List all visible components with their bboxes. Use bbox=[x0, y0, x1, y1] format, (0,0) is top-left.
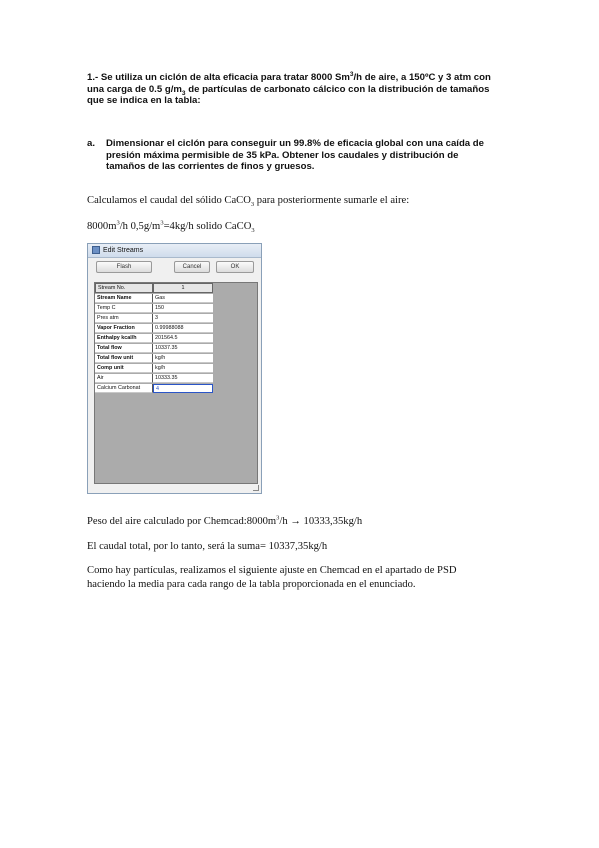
row-value-input[interactable]: kg/h bbox=[153, 354, 213, 364]
grid-row-calcium-carbonate bbox=[95, 384, 213, 394]
item-a-marker: a. bbox=[87, 138, 96, 149]
row-label: Stream Name bbox=[95, 294, 153, 304]
problem-statement bbox=[87, 72, 517, 107]
edit-streams-window bbox=[87, 243, 262, 494]
ok-button[interactable]: OK bbox=[216, 261, 254, 273]
row-label: Temp C bbox=[95, 304, 153, 314]
paragraph-air-weight: Peso del aire calculado por $Chemcad:8000m^3/h \to 10333,35kg/h$ bbox=[87, 514, 363, 527]
row-value-input[interactable]: 201564.5 bbox=[153, 334, 213, 344]
window-toolbar bbox=[88, 258, 261, 274]
grid-row-enthalpy bbox=[95, 334, 213, 344]
row-label: Enthalpy kcal/h bbox=[95, 334, 153, 344]
app-icon bbox=[92, 246, 100, 254]
row-label: Total flow unit bbox=[95, 354, 153, 364]
grid-row-stream-name bbox=[95, 294, 213, 304]
psd-line-2: haciendo la media para cada rango de la tabla proporcionada en el enunciado. bbox=[87, 579, 416, 590]
grid-row-total-flow-unit bbox=[95, 354, 213, 364]
problem-line-3: que se indica en la tabla: bbox=[87, 95, 201, 106]
row-label: Pres atm bbox=[95, 314, 153, 324]
row-value-input[interactable]: kg/h bbox=[153, 364, 213, 374]
problem-line-1: 1.- Se utiliza un ciclón de alta eficacia para tratar 8000 Sm$^3$/h de aire, a 150ºC y 3 atm con bbox=[87, 70, 491, 83]
row-label: Calcium Carbonat bbox=[95, 384, 153, 394]
psd-line-1: Como hay partículas, realizamos el siguiente ajuste en Chemcad en el apartado de PSD bbox=[87, 565, 457, 576]
grid-row-total-flow bbox=[95, 344, 213, 354]
grid-header-row bbox=[95, 283, 213, 293]
row-value-input[interactable]: 150 bbox=[153, 304, 213, 314]
stream-grid bbox=[94, 282, 258, 484]
row-value-input[interactable]: 10337.35 bbox=[153, 344, 213, 354]
row-value-input[interactable]: Gas bbox=[153, 294, 213, 304]
item-a-line-3: tamaños de las corrientes de finos y gruesos. bbox=[106, 161, 315, 172]
row-value-input-selected[interactable]: 4 bbox=[153, 384, 213, 394]
paragraph-total-flow: El caudal total, por lo tanto, será la suma= 10337,35kg/h bbox=[87, 541, 328, 552]
problem-line-2: una carga de 0.5 $g/m_3$ de partículas de carbonato cálcico con la distribución de tamaños bbox=[87, 83, 490, 97]
grid-row-pres bbox=[95, 314, 213, 324]
item-a-line-2: presión máxima permisible de 35 kPa. Obtener los caudales y distribución de bbox=[106, 149, 459, 161]
resize-grip-icon[interactable] bbox=[253, 485, 259, 491]
row-label: Air bbox=[95, 374, 153, 384]
window-titlebar bbox=[88, 244, 261, 258]
window-title: Edit Streams bbox=[103, 247, 144, 254]
row-label: Comp unit bbox=[95, 364, 153, 374]
row-value-input[interactable]: 3 bbox=[153, 314, 213, 324]
cancel-button[interactable]: Cancel bbox=[174, 261, 210, 273]
row-value-input[interactable]: 10333.35 bbox=[153, 374, 213, 384]
item-a-line-1: Dimensionar el ciclón para conseguir un 99.8% de eficacia global con una caída de bbox=[106, 138, 485, 149]
grid-row-vapor-fraction bbox=[95, 324, 213, 334]
row-label: Total flow bbox=[95, 344, 153, 354]
stream-no-value: 1 bbox=[153, 283, 213, 293]
grid-row-air bbox=[95, 374, 213, 384]
paragraph-solid-flow: Calculamos el caudal del sólido CaCO$_3$ para posteriormente sumarle el aire: bbox=[87, 195, 410, 209]
paragraph-psd bbox=[87, 564, 507, 592]
row-value-input[interactable]: 0.99988088 bbox=[153, 324, 213, 334]
paragraph-calculation: $8000m^3/h$ $0,5g/m^3=4kg/h$ solido CaCO$_3$ bbox=[87, 219, 255, 235]
grid-row-temp bbox=[95, 304, 213, 314]
stream-no-label: Stream No. bbox=[95, 283, 153, 293]
flash-button[interactable]: Flash bbox=[96, 261, 152, 273]
grid-row-comp-unit bbox=[95, 364, 213, 374]
row-label: Vapor Fraction bbox=[95, 324, 153, 334]
item-a-text bbox=[106, 138, 516, 173]
